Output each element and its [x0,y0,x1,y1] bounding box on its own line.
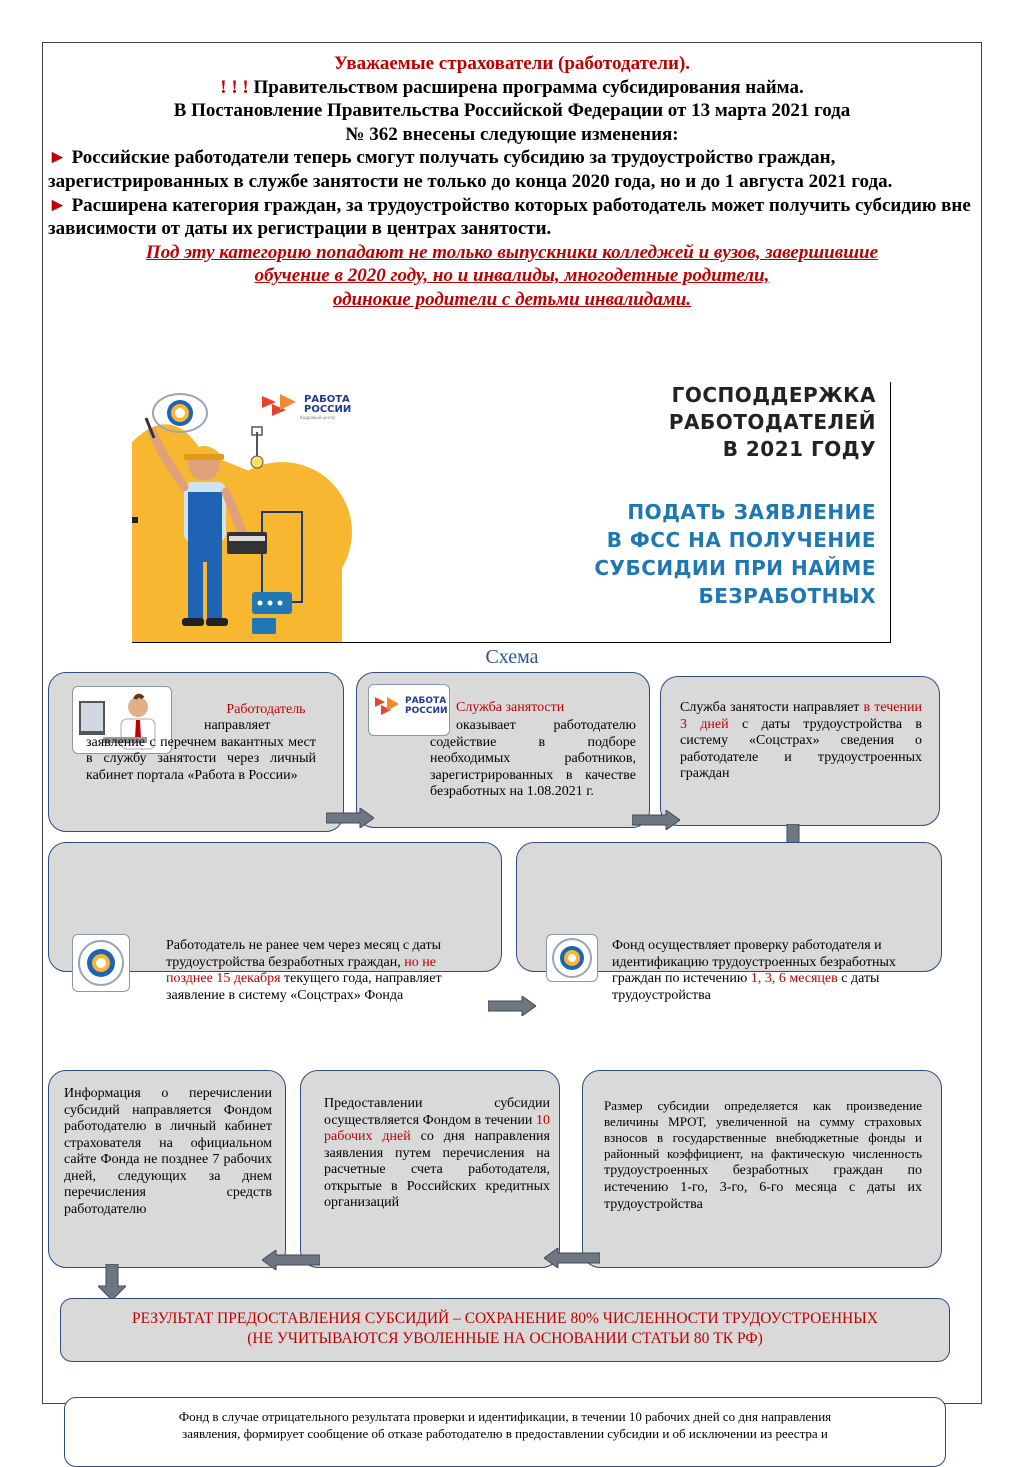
fss-emblem-icon [73,935,129,991]
refusal-note-line-1: Фонд в случае отрицательного результата проверки и идентификации, в течении 10 рабочих дней со дня направления [178,1409,832,1424]
step-notify-deadline: в течении 3 дней [680,700,922,732]
banner-subtitle-line: В ФСС НА ПОЛУЧЕНИЕ [606,528,876,552]
bullet-text-1: Российские работодатели теперь смогут получать субсидию за трудоустройство граждан, зарегистрированных в службе занятости не только до конца 2020 года, но и до 1 августа 2021 года. [48,147,893,192]
step-notify-text-a: Служба занятости направляет [680,700,864,715]
step-employment-service-text-body: оказывает работодателю содействие в подборе необходимых работников, зарегистрированных в качестве безработных на 1.08.2021 г. [430,718,636,799]
result-box [60,1298,950,1362]
svg-text:РОССИИ: РОССИИ [405,706,448,716]
step-apply-deadline: но не позднее 15 декабря [166,954,436,986]
step-apply-text-b: текущего года, направляет заявление в систему «Соцстрах» Фонда [166,971,442,1003]
step-notify-text [680,700,922,783]
decree-number: № 362 внесены следующие изменения: [345,123,679,145]
bullet-item-2 [48,194,976,241]
step-employer-text [86,718,316,784]
rabota-logo-line2: РОССИИ [304,403,352,415]
svg-text:РАБОТА: РАБОТА [405,696,447,706]
banner-title [496,382,876,463]
step-payment-text-b: со дня направления заявления путем перечисления на расчетные счета работодателя, открытые в Российских кредитных организаций [324,1129,550,1210]
rabota-rossii-arrow-icon [262,392,300,422]
fss-card-left [72,934,130,992]
bullet-item-1 [48,146,976,193]
announcement-header [48,52,976,312]
greeting: Уважаемые страхователи (работодатели). [333,53,691,74]
banner-title-line: В 2021 ГОДУ [722,437,876,461]
refusal-note-box [64,1397,946,1467]
result-line-2: (НЕ УЧИТЫВАЮТСЯ УВОЛЕННЫЕ НА ОСНОВАНИИ СТАТЬИ 80 ТК РФ) [247,1330,763,1347]
refusal-note-line-2: заявления, формирует сообщение об отказе работодателю в предоставлении субсидии и об исключении из реестра и [182,1426,828,1441]
arrow-left-icon [544,1248,600,1268]
step-amount-text [604,1098,922,1213]
arrow-right-icon [488,996,536,1016]
bullet-arrow-icon: ► [48,194,67,216]
step-amount-text-b: трудоустроенных безработных граждан по истечению 1-го, 3-го, 6-го месяца с даты их трудоустройства [604,1163,922,1212]
headline [48,76,976,100]
fss-emblem-icon [547,935,597,981]
step-verify-periods: 1, 3, 6 месяцев [750,971,838,986]
step-employer-text-body: направляет заявление с перечнем вакантных мест в службу занятости через личный кабинет портала «Работа в России» [86,718,316,783]
fss-emblem-icon [150,390,210,436]
step-verify-text-b: с даты трудоустройства [612,971,880,1003]
banner-subtitle-line: СУБСИДИИ ПРИ НАЙМЕ [594,556,876,580]
headline-text: Правительством расширена программа субсидирования найма. [248,76,804,98]
step-amount-text-a: Размер субсидии определяется как произведение величины МРОТ, увеличенной на сумму страховых взносов в государственные внебюджетные фонды и районный коэффициент, на фактическую численность [604,1098,922,1161]
arrow-down-icon [98,1264,126,1300]
step-employment-service-text [430,718,636,801]
step-notify-text-b: с даты трудоустройства в систему «Соцстрах» сведения о работодателе и трудоустроенных граждан [680,716,922,781]
step-verify-text-a: Фонд осуществляет проверку работодателя и идентификацию трудоустроенных безработных граждан по истечению [612,938,896,986]
rabota-logo-tagline: Кадровый центр [300,414,336,420]
step-employment-service-title: Служба занятости [456,700,565,715]
step-payment-deadline: 10 рабочих дней [324,1112,550,1144]
step-employer-title: Работодатель [226,702,306,717]
fss-card-right [546,934,598,982]
schema-title: Схема [485,646,539,668]
arrow-left-icon [262,1250,320,1270]
decree-line: В Постановление Правительства Российской Федерации от 13 марта 2021 года [173,100,851,122]
banner-title-line: РАБОТОДАТЕЛЕЙ [668,410,876,434]
bullet-arrow-icon: ► [48,147,67,169]
rabota-rossii-logo [262,392,351,422]
category-note-2: обучение в 2020 году, но и инвалиды, многодетные родители, [254,265,770,287]
category-note-3: одинокие родители с детьми инвалидами. [332,288,692,310]
step-apply-text-a: Работодатель не ранее чем через месяц с даты трудоустройства безработных граждан, [166,938,442,970]
banner-subtitle-line: ПОДАТЬ ЗАЯВЛЕНИЕ [627,500,876,524]
result-line-1: РЕЗУЛЬТАТ ПРЕДОСТАВЛЕНИЯ СУБСИДИЙ – СОХРАНЕНИЕ 80% ЧИСЛЕННОСТИ ТРУДОУСТРОЕННЫХ [132,1310,878,1327]
banner-title-line: ГОСПОДДЕРЖКА [671,383,876,407]
banner-subtitle [496,498,876,610]
arrow-right-icon [326,808,374,828]
banner-subtitle-line: БЕЗРАБОТНЫХ [698,584,876,608]
arrow-right-icon [632,810,680,830]
step-info-text: Информация о перечислении субсидий направляется Фондом работодателю в личный кабинет страхователя на официальном сайте Фонда не позднее 7 рабочих дней, следующих за днем перечисления средств работодателю [64,1086,272,1217]
step-payment-text-a: Предоставлении субсидии осуществляется Фондом в течении [324,1096,550,1128]
step-payment-text [324,1096,550,1212]
rabota-logo-line1: РАБОТА [304,393,350,405]
promo-banner [132,382,891,643]
step-apply-fund-text [166,938,476,1004]
category-note-1: Под эту категорию попадают не только выпускники колледжей и вузов, завершившие [145,241,879,263]
exclamation-marks: ! ! ! [220,76,249,98]
step-verify-text [612,938,912,1004]
bullet-text-2: Расширена категория граждан, за трудоустройство которых работодатель может получить субсидию вне зависимости от даты их регистрации в центрах занятости. [48,194,971,240]
